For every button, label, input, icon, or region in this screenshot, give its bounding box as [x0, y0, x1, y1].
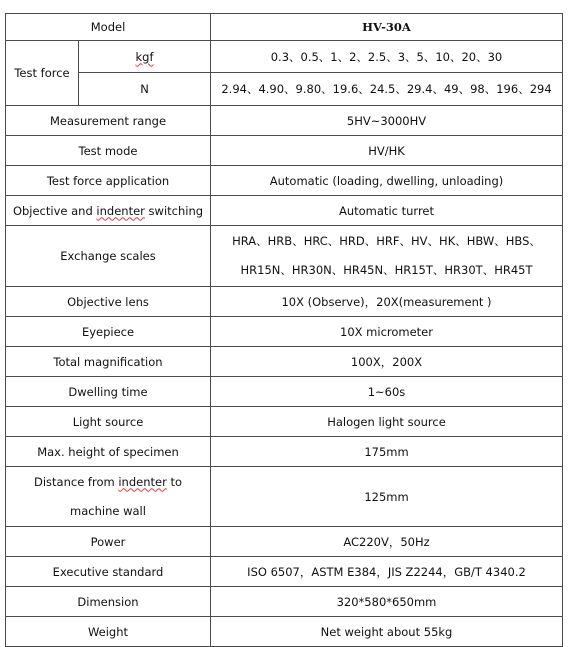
row-max-height: [6, 437, 563, 467]
row-test-force-application: [6, 166, 563, 196]
row-executive-standard: [6, 557, 563, 587]
eyepiece-value: 10X micrometer: [211, 317, 563, 347]
max-height-value: 175mm: [211, 437, 563, 467]
total-magnification-label: Total magnification: [6, 347, 211, 377]
eyepiece-label: Eyepiece: [6, 317, 211, 347]
distance-label-line-1: [8, 468, 208, 497]
measurement-range-label: Measurement range: [6, 106, 211, 136]
dwelling-time-value: 1~60s: [211, 377, 563, 407]
exchange-scales-label: Exchange scales: [6, 226, 211, 287]
light-source-label: Light source: [6, 407, 211, 437]
row-distance: [6, 467, 563, 527]
objective-switching-value: Automatic turret: [211, 196, 563, 226]
row-objective-switching: [6, 196, 563, 226]
distance-text-c: to: [166, 474, 183, 489]
objective-lens-label: Objective lens: [6, 287, 211, 317]
dimension-label: Dimension: [6, 587, 211, 617]
exchange-scales-line-2: HR15N、HR30N、HR45N、HR15T、HR30T、HR45T: [240, 263, 533, 277]
distance-label-line-2: machine wall: [70, 503, 146, 518]
row-dimension: [6, 587, 563, 617]
objective-switching-text-a: Objective and: [12, 203, 97, 218]
row-power: [6, 527, 563, 557]
weight-value: Net weight about 55kg: [211, 617, 563, 647]
specification-table: [5, 13, 563, 647]
row-weight: [6, 617, 563, 647]
row-dwelling-time: [6, 377, 563, 407]
distance-text-a: Distance from: [33, 474, 119, 489]
kgf-unit-text: kgf: [135, 49, 154, 64]
row-test-mode: [6, 136, 563, 166]
dwelling-time-label: Dwelling time: [6, 377, 211, 407]
test-force-n-value: 2.94、4.90、9.80、19.6、24.5、29.4、49、98、196、294: [211, 73, 563, 106]
row-light-source: [6, 407, 563, 437]
executive-standard-label: Executive standard: [6, 557, 211, 587]
test-force-kgf-unit: [79, 41, 211, 73]
row-test-force-kgf: [6, 41, 563, 73]
test-force-kgf-value: 0.3、0.5、1、2、2.5、3、5、10、20、30: [211, 41, 563, 73]
test-force-application-value: Automatic (loading, dwelling, unloading): [211, 166, 563, 196]
test-force-application-label: Test force application: [6, 166, 211, 196]
test-mode-value: HV/HK: [211, 136, 563, 166]
weight-label: Weight: [6, 617, 211, 647]
model-label: Model: [6, 14, 211, 41]
exchange-scales-value: [211, 226, 563, 287]
max-height-label: Max. height of specimen: [6, 437, 211, 467]
executive-standard-value: ISO 6507，ASTM E384，JIS Z2244，GB/T 4340.2: [211, 557, 563, 587]
test-mode-label: Test mode: [6, 136, 211, 166]
distance-text-b: indenter: [118, 474, 167, 489]
exchange-scales-line-1: HRA、HRB、HRC、HRD、HRF、HV、HK、HBW、HBS、: [232, 234, 541, 248]
model-value: HV-30A: [211, 14, 563, 41]
distance-label: [6, 467, 211, 527]
power-label: Power: [6, 527, 211, 557]
objective-switching-label: [6, 196, 211, 226]
row-model: [6, 14, 563, 41]
row-test-force-n: [6, 73, 563, 106]
row-objective-lens: [6, 287, 563, 317]
row-measurement-range: [6, 106, 563, 136]
objective-switching-text-b: indenter: [96, 203, 145, 218]
power-value: AC220V，50Hz: [211, 527, 563, 557]
row-exchange-scales: [6, 226, 563, 287]
total-magnification-value: 100X，200X: [211, 347, 563, 377]
dimension-value: 320*580*650mm: [211, 587, 563, 617]
objective-switching-text-c: switching: [144, 203, 204, 218]
light-source-value: Halogen light source: [211, 407, 563, 437]
test-force-n-unit: N: [79, 73, 211, 106]
row-total-magnification: [6, 347, 563, 377]
objective-lens-value: 10X (Observe)，20X(measurement ): [211, 287, 563, 317]
row-eyepiece: [6, 317, 563, 347]
measurement-range-value: 5HV~3000HV: [211, 106, 563, 136]
test-force-label: Test force: [6, 41, 79, 106]
distance-value: 125mm: [211, 467, 563, 527]
